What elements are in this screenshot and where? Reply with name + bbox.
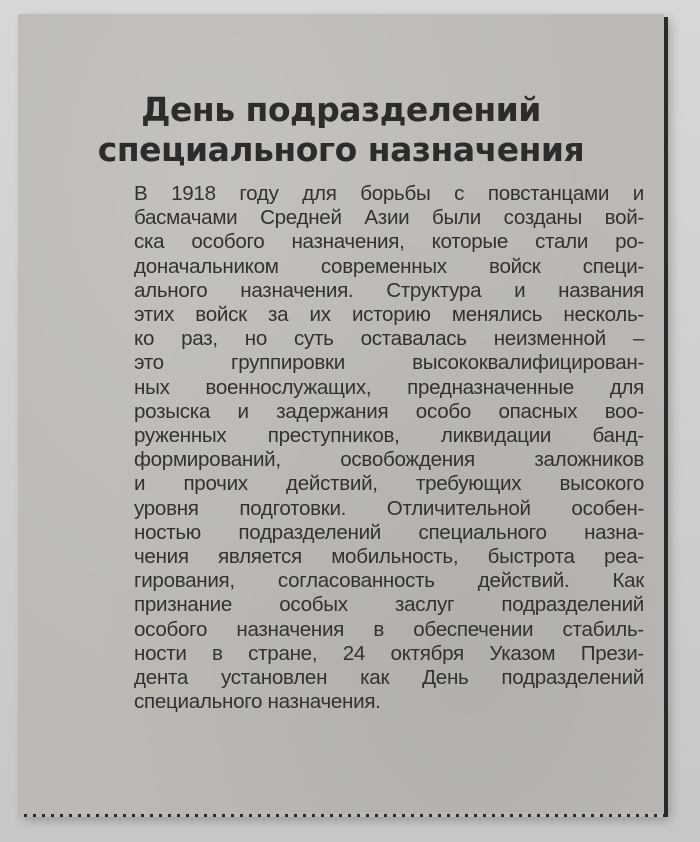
body-line: В 1918 году для борьбы с повстанцами и — [134, 182, 644, 205]
body-line: чения является мобильность, быстрота реа- — [134, 545, 644, 569]
article-title-line-2: специального назначения — [97, 130, 585, 169]
body-line: специального назначения. — [134, 690, 381, 714]
body-line: ности в стране, 24 октября Указом Прези- — [134, 641, 644, 665]
body-line: дента установлен как День подразделений — [134, 666, 644, 690]
body-line: уровня подготовки. Отличительной особен- — [134, 496, 644, 520]
body-line: басмачами Средней Азии были созданы вой- — [134, 206, 644, 230]
body-line: это группировки высококвалифицирован- — [134, 351, 644, 375]
body-line: ального назначения. Структура и названия — [134, 278, 644, 302]
article-title-line-1: День подразделений — [141, 90, 541, 129]
article-body — [134, 182, 644, 714]
body-line: особого назначения в обеспечении стабиль- — [134, 617, 644, 641]
body-line: и прочих действий, требующих высокого — [134, 472, 644, 496]
newspaper-clipping — [18, 14, 664, 814]
body-line: этих войск за их историю менялись несколь- — [134, 303, 644, 327]
body-line: ностью подразделений специального назна- — [134, 520, 644, 544]
body-line: розыска и задержания особо опасных воо- — [134, 399, 644, 423]
body-line: руженных преступников, ликвидации банд- — [134, 424, 644, 448]
article-title — [18, 90, 664, 170]
body-line: признание особых заслуг подразделений — [134, 593, 644, 617]
body-line: ных военнослужащих, предназначенные для — [134, 375, 644, 399]
body-line: ска особого назначения, которые стали ро- — [134, 230, 644, 254]
body-line: формирований, освобождения заложников — [134, 448, 644, 472]
body-line: доначальником современных войск специ- — [134, 254, 644, 278]
body-line: ко раз, но суть оставалась неизменной – — [134, 327, 644, 351]
body-line: гирования, согласованность действий. Как — [134, 569, 644, 593]
